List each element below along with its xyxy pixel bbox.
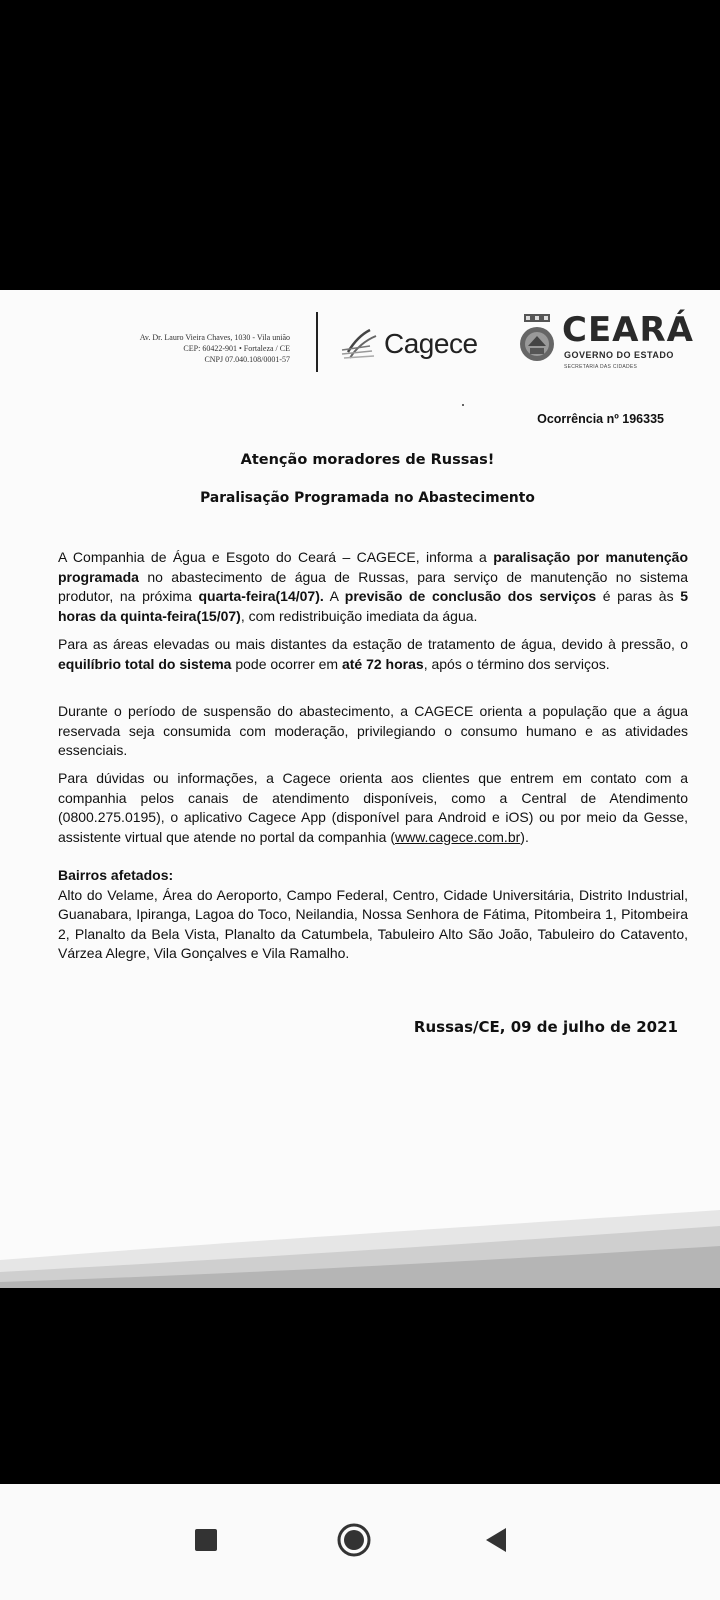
bold-text: previsão de conclusão dos serviços bbox=[344, 588, 597, 604]
android-navigation-bar bbox=[0, 1484, 720, 1600]
paragraph-pressure bbox=[58, 635, 688, 674]
home-button[interactable] bbox=[324, 1510, 384, 1570]
ceara-subtitle: GOVERNO DO ESTADO bbox=[564, 350, 674, 360]
text: ). bbox=[520, 828, 529, 845]
text: é paras às bbox=[596, 588, 681, 604]
notice-title: Atenção moradores de Russas! bbox=[240, 452, 495, 468]
square-recent-apps-icon bbox=[194, 1528, 218, 1552]
place-and-date: Russas/CE, 09 de julho de 2021 bbox=[413, 1018, 678, 1036]
neighborhoods-list: Alto do Velame, Área do Aeroporto, Campo Federal, Centro, Cidade Universitária, Distrito Industrial, Guanabara, Ipiranga, Lagoa do Toco, Neilandia, Nossa Senhora de Fátima, Pitombeira 1, Pitombeira 2, Planalto da Bela Vista, Planalto da Catumbela, Tabuleiro Alto São João, Tabuleiro do Catavento, Várzea Alegre, Vila Gonçalves e Vila Ramalho. bbox=[58, 886, 688, 961]
cagece-swirl-icon bbox=[340, 326, 386, 366]
text: , com redistribuição imediata da água. bbox=[240, 607, 478, 624]
bold-text: paralisação por manutenção programada bbox=[58, 549, 689, 585]
bold-text: equilíbrio total do sistema bbox=[58, 655, 232, 672]
cagece-website-link[interactable]: www.cagece.com.br bbox=[395, 828, 521, 845]
text: , após o término dos serviços. bbox=[423, 655, 610, 672]
paragraph-guidance: Durante o período de suspensão do abastecimento, a CAGECE orienta a população que a água reservada seja consumida com moderação, privilegiando o consumo humano e as atividades essenciais. bbox=[58, 703, 688, 758]
ocorrencia-number: Ocorrência nº 196335 bbox=[537, 412, 664, 426]
text: no abastecimento de água de Russas, para serviço de manutenção no sistema produtor, na próxima bbox=[58, 568, 688, 604]
bold-text: quarta-feira(14/07). bbox=[198, 588, 324, 604]
cagece-logo bbox=[340, 326, 500, 366]
bold-text: 5 horas da quinta-feira(15/07) bbox=[58, 588, 688, 624]
back-button[interactable] bbox=[466, 1510, 526, 1570]
document-image bbox=[0, 290, 720, 1288]
text: Para dúvidas ou informações, a Cagece orienta aos clientes que entrem em contato com a companhia pelos canais de atendimento disponíveis, como a Central de Atendimento (0800.275.0195), o aplicativo Cagece App (disponível para Android e iOS) ou por meio da Gesse, assistente virtual que atende no portal da companhia ( bbox=[58, 770, 688, 845]
circle-home-icon bbox=[336, 1522, 372, 1558]
address-line: CNPJ 07.040.108/0001-57 bbox=[204, 355, 290, 364]
address-line: CEP: 60422-901 • Fortaleza / CE bbox=[183, 344, 290, 353]
speck bbox=[462, 404, 464, 406]
ceara-secretaria: SECRETARIA DAS CIDADES bbox=[564, 364, 638, 370]
text: Para as áreas elevadas ou mais distantes da estação de tratamento de água, devido à pressão, o bbox=[58, 636, 688, 652]
cagece-logo-text: Cagece bbox=[384, 328, 478, 359]
ceara-title: CEARÁ bbox=[562, 310, 694, 350]
text: pode ocorrer em bbox=[231, 655, 342, 672]
text: A bbox=[323, 588, 345, 604]
notice-subtitle: Paralisação Programada no Abastecimento bbox=[200, 490, 535, 506]
paragraph-announcement bbox=[58, 548, 688, 626]
address-line: Av. Dr. Lauro Vieira Chaves, 1030 - Vila união bbox=[139, 333, 290, 342]
footer-wave-decoration bbox=[0, 1200, 720, 1288]
letterhead-address bbox=[90, 332, 290, 365]
affected-neighborhoods bbox=[58, 866, 688, 964]
bold-text: até 72 horas bbox=[341, 655, 424, 672]
triangle-back-icon bbox=[484, 1527, 508, 1553]
letterhead-divider bbox=[316, 312, 318, 372]
neighborhoods-label: Bairros afetados: bbox=[58, 867, 174, 883]
paragraph-contact bbox=[58, 769, 688, 847]
text: A Companhia de Água e Esgoto do Ceará – CAGECE, informa a bbox=[58, 549, 494, 565]
ceara-seal-icon bbox=[518, 314, 556, 368]
ceara-government-logo bbox=[518, 310, 708, 380]
recent-apps-button[interactable] bbox=[176, 1510, 236, 1570]
